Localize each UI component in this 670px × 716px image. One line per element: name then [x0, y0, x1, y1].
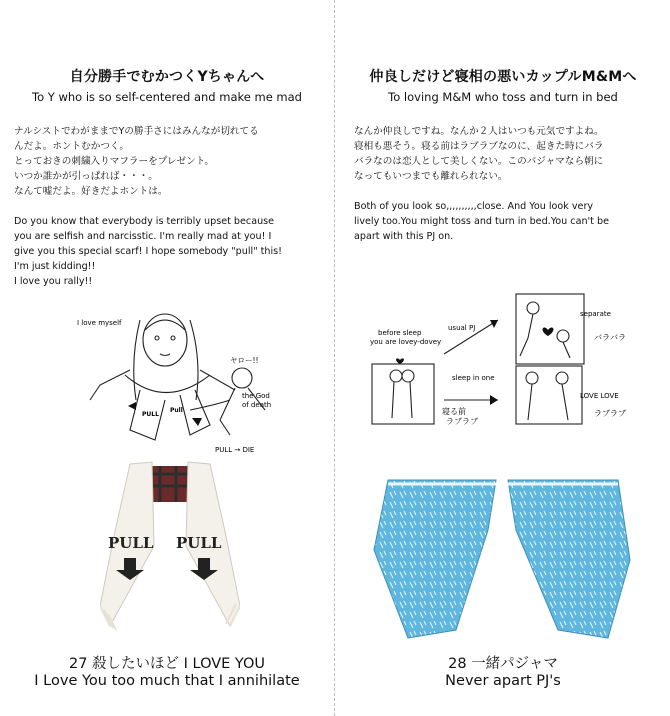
scarf-text-right: PULL [176, 534, 222, 552]
right-illustration [348, 290, 648, 430]
scarf-plaid [148, 466, 192, 502]
label-sleep-in-one: sleep in one [452, 374, 495, 382]
label-yaroo: ヤロー!! [230, 356, 259, 365]
label-usual-pj: usual PJ [448, 324, 476, 332]
right-caption-en: Never apart PJ's [445, 673, 561, 689]
left-title-en: To Y who is so self-centered and make me mad [32, 90, 302, 104]
label-pull-die: PULL → DIE [215, 446, 255, 454]
label-barabara: バラバラ [594, 333, 626, 342]
left-title-ja: 自分勝手でむかつくYちゃんへ [69, 69, 265, 85]
scarf-text-left: PULL [108, 534, 154, 552]
right-title-en: To loving M&M who toss and turn in bed [388, 90, 618, 104]
pajama-right-leg [508, 480, 630, 638]
page-divider [334, 0, 335, 716]
label-before-sleep-2: you are lovey-dovey [370, 338, 442, 346]
right-title-ja: 仲良しだけど寝相の悪いカップルM&Mへ [369, 69, 637, 85]
right-caption-number: 28 一緒パジャマ [448, 656, 558, 672]
heart-icon [396, 358, 404, 364]
left-caption-number: 27 殺したいほど I LOVE YOU [68, 656, 266, 672]
left-caption-en: I Love You too much that I annihilate [34, 673, 300, 689]
heart-icon [543, 328, 554, 336]
scarf-photo [100, 456, 240, 636]
bed-love-love [516, 366, 582, 424]
pajama-photo [368, 470, 638, 640]
right-body-en: Both of you look so,,,,,,,,,,close. And You look very lively too.You might toss and turn in bed.You can't be apart with this PJ on. [354, 201, 609, 242]
right-body [354, 124, 656, 259]
right-body-ja: なんか仲良しですね。なんか２人はいつも元気ですよね。 寝相も悪そう。寝る前はラブラブなのに、起きた時にバラ バラなのは恋人として美しくない。このパジャマなら朝に なってもいつまでも離れられない。 [354, 126, 604, 182]
label-before-sleep-1: before sleep [378, 329, 422, 337]
left-body-ja: ナルシストでわがままでYの勝手さにはみんなが切れてる んだよ。ホントむかつく。 とっておきの刺繍入りマフラーをプレゼント。 いつか誰かが引っぱれば・・・。 なんて嘘だよ。好きだよホントは。 [14, 126, 259, 197]
pajama-left-leg [374, 480, 496, 638]
label-loveloveja: ラブラブ [594, 409, 626, 418]
label-god-death-2: of death [242, 401, 272, 409]
label-pull-b: Pull [170, 407, 183, 414]
label-god-death-1: the God [242, 392, 270, 400]
label-pull-a: PULL [142, 411, 159, 418]
label-love-love: LOVE LOVE [580, 392, 619, 400]
left-column [12, 0, 322, 716]
right-column [348, 0, 658, 716]
left-body [14, 124, 316, 304]
label-nerumae-1: 寝る前 [442, 407, 466, 416]
label-love-myself: I love myself [77, 319, 122, 327]
left-body-en: Do you know that everybody is terribly upset because you are selfish and narcisstic. I'm really mad at you! I give you this special scarf! I hope somebody "pull" this! I'm just kidding!! I love you rally!! [14, 216, 283, 287]
left-illustration [70, 300, 290, 460]
label-separate: separate [580, 310, 611, 318]
label-nerumae-2: ラブラブ [446, 417, 478, 426]
